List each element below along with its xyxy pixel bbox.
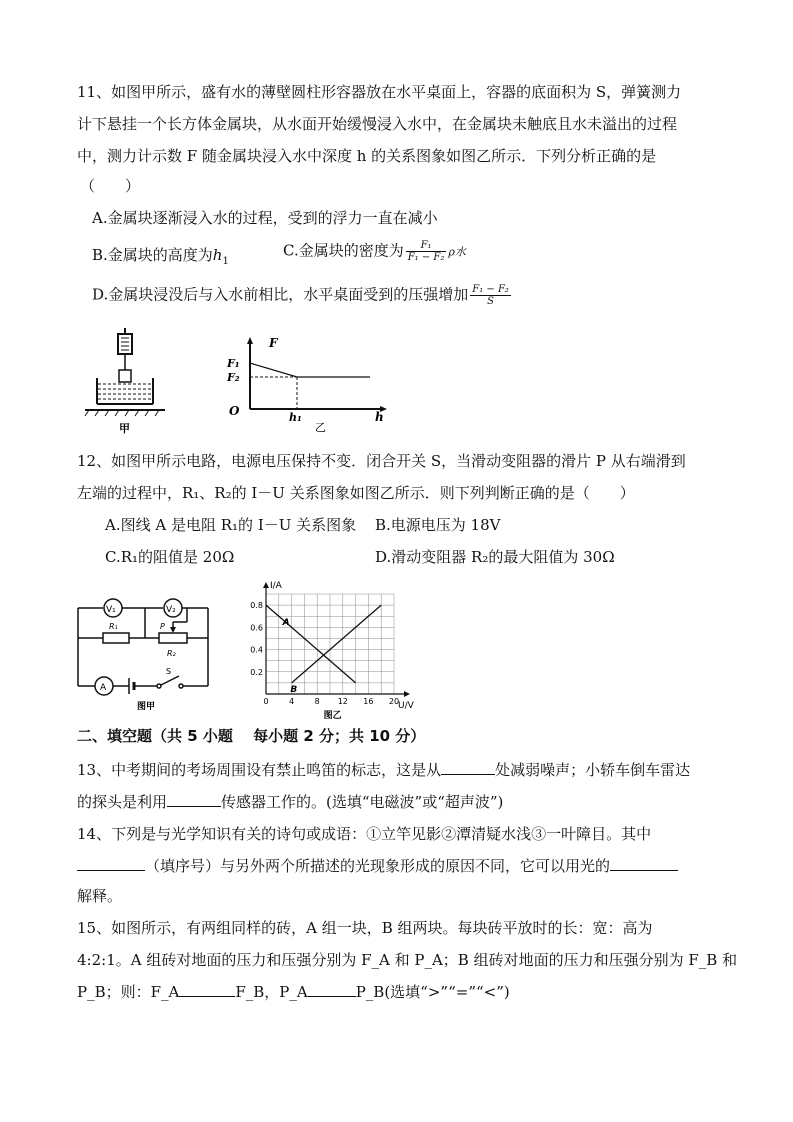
x-tick-label: 16 <box>363 697 374 706</box>
q11-graph-yi <box>225 335 395 435</box>
q12-label-r2: R₂ <box>167 649 176 658</box>
q11-option-c: C.金属块的密度为 $\frac{\text{F₁}}{\text{F₁ − F₂}}$ ρ水 <box>283 240 466 263</box>
q11-option-b: B.金属块的高度为$h_1$ <box>92 246 229 267</box>
q15-line3: P_B；则：F_A F_B，P_A P_B(选填“>”“=”“<”) <box>77 983 510 1001</box>
q15-line2: 4:2:1。A 组砖对地面的压力和压强分别为 F_A 和 P_A；B 组砖对地面的压力和压强分别为 F_B 和 <box>77 951 738 969</box>
series-label-a: A <box>282 618 290 629</box>
q12-option-b: B.电源电压为 18V <box>375 516 501 534</box>
q12-label-r1: R₁ <box>109 622 118 631</box>
q11-line2: 计下悬挂一个长方体金属块，从水面开始缓慢浸入水中，在金属块未触底且水未溢出的过程 <box>77 115 678 133</box>
q11-answer-paren: （ ） <box>80 177 141 195</box>
q11-option-d: D.金属块浸没后与入水前相比，水平桌面受到的压强增加 $\frac{\text{F₁ − F₂}}{S}$ <box>92 284 509 307</box>
q12-line2: 左端的过程中，R₁、R₂的 I－U 关系图象如图乙所示．则下列判断正确的是（ ） <box>77 484 635 502</box>
q12-caption-jia: 图甲 <box>137 702 156 712</box>
q11-label-h1: h₁ <box>289 411 302 424</box>
q12-line1: 12、如图甲所示电路，电源电压保持不变．闭合开关 S，当滑动变阻器的滑片 P 从右端滑到 <box>77 452 686 470</box>
chart-x-axis-label: U/V <box>398 701 414 711</box>
x-tick-label: 20 <box>388 697 400 706</box>
q11-label-f2: F₂ <box>227 371 240 384</box>
q15-line1: 15、如图所示，有两组同样的砖，A 组一块，B 组两块。每块砖平放时的长：宽：高为 <box>77 919 653 937</box>
q11-density-fraction: $\frac{\text{F₁}}{\text{F₁ − F₂}}$ <box>407 240 445 263</box>
q12-label-p: P <box>160 622 165 631</box>
q13-line1: 13、中考期间的考场周围设有禁止鸣笛的标志，这是从 处减弱噪声；小轿车倒车雷达 <box>77 761 691 779</box>
q13-blank-2[interactable] <box>167 792 221 807</box>
section-two-heading: 二、填空题（共 5 小题 每小题 2 分；共 10 分） <box>77 727 426 745</box>
q12-option-a: A.图线 A 是电阻 R₁的 I－U 关系图象 <box>105 516 357 534</box>
chart-y-axis-label: I/A <box>270 581 282 591</box>
x-tick-label: 12 <box>337 697 348 706</box>
series-line-a <box>266 605 356 683</box>
q11-caption-jia: 甲 <box>119 422 130 435</box>
q11-axis-h: h <box>375 410 384 424</box>
q11-pressure-fraction: $\frac{\text{F₁ − F₂}}{S}$ <box>472 284 509 307</box>
chart-series <box>266 605 381 695</box>
q11-origin: O <box>229 404 240 418</box>
q14-line2: （填序号）与另外两个所描述的光现象形成的原因不同，它可以用光的 <box>77 856 678 876</box>
q15-blank-2[interactable] <box>308 982 356 997</box>
series-line-b <box>292 605 382 683</box>
chart-axes <box>263 582 410 697</box>
q12-voltmeter-v1: V₁ <box>106 605 116 615</box>
q13-blank-1[interactable] <box>441 760 495 775</box>
q12-switch-s: S <box>166 667 172 676</box>
q12-option-d: D.滑动变阻器 R₂的最大阻值为 30Ω <box>375 548 615 566</box>
y-axis-arrow <box>263 582 269 588</box>
q11-line3: 中，测力计示数 F 随金属块浸入水中深度 h 的关系图象如图乙所示．下列分析正确的是 <box>77 147 657 165</box>
y-tick-label: 0.4 <box>250 645 263 655</box>
q11-option-a: A.金属块逐渐浸入水的过程，受到的浮力一直在减小 <box>92 209 438 227</box>
x-tick-label: 4 <box>289 697 295 706</box>
q12-circuit-diagram <box>75 592 220 714</box>
q12-iu-chart <box>248 580 418 720</box>
q11-caption-yi: 乙 <box>315 421 326 434</box>
q11-figure-jia <box>85 328 165 443</box>
q15-blank-1[interactable] <box>179 982 235 997</box>
q11-axis-f: F <box>269 336 278 350</box>
q13-line2: 的探头是利用 传感器工作的。(选填“电磁波”或“超声波”) <box>77 793 504 811</box>
x-tick-label: 8 <box>314 697 320 706</box>
x-tick-label: 0 <box>263 697 269 706</box>
q14-blank-2[interactable] <box>610 856 678 871</box>
q12-option-c: C.R₁的阻值是 20Ω <box>105 548 235 566</box>
y-tick-label: 0.2 <box>250 667 263 677</box>
q11-label-f1: F₁ <box>227 357 240 370</box>
y-tick-label: 0.8 <box>250 601 263 611</box>
series-label-b: B <box>290 684 298 695</box>
q11-line1: 11、如图甲所示，盛有水的薄壁圆柱形容器放在水平桌面上，容器的底面积为 S，弹簧测力 <box>77 83 682 101</box>
q14-line3: 解释。 <box>77 887 123 905</box>
y-tick-label: 0.6 <box>250 623 263 633</box>
q14-blank-1[interactable] <box>77 856 145 871</box>
q14-line1: 14、下列是与光学知识有关的诗句或成语：①立竿见影②潭清疑水浅③一叶障目。其中 <box>77 825 652 843</box>
q12-caption-yi: 图乙 <box>323 711 342 721</box>
x-axis-arrow <box>404 691 410 697</box>
chart-grid <box>266 594 394 694</box>
q12-ammeter-a: A <box>100 683 107 693</box>
q12-voltmeter-v2: V₂ <box>166 605 176 615</box>
